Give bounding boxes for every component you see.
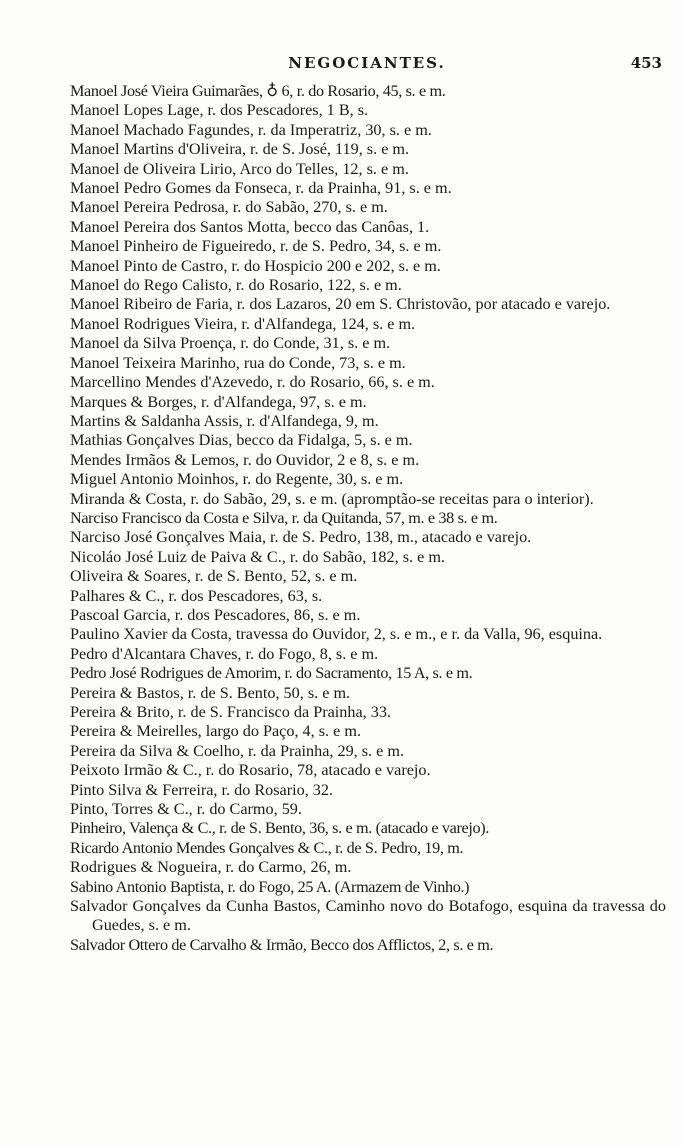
page-number: 453 (630, 54, 662, 72)
list-item: Pinheiro, Valença & C., r. de S. Bento, 36, s. e m. (atacado e varejo). (70, 819, 489, 838)
list-item: Marcellino Mendes d'Azevedo, r. do Rosario, 66, s. e m. (70, 373, 435, 392)
list-item: Pereira & Bastos, r. de S. Bento, 50, s. e m. (70, 683, 351, 702)
list-item: Narciso Francisco da Costa e Silva, r. da Quitanda, 57, m. e 38 s. e m. (70, 508, 498, 527)
list-item: Miranda & Costa, r. do Sabão, 29, s. e m. (apromptão-se receitas para o interior). (70, 489, 594, 508)
list-item: Pereira da Silva & Coelho, r. da Prainha, 29, s. e m. (70, 741, 405, 760)
list-item: Manoel Lopes Lage, r. dos Pescadores, 1 B, s. (70, 101, 369, 120)
list-item: Oliveira & Soares, r. de S. Bento, 52, s. e m. (70, 567, 358, 586)
list-item: Palhares & C., r. dos Pescadores, 63, s. (70, 586, 323, 605)
list-item: Pascoal Garcia, r. dos Pescadores, 86, s. e m. (70, 605, 361, 624)
list-item: Manoel Pinto de Castro, r. do Hospicio 200 e 202, s. e m. (70, 256, 441, 275)
list-item: Salvador Gonçalves da Cunha Bastos, Caminho novo do Botafogo, esquina da travessa do Guedes, s. e m. (70, 897, 666, 935)
list-item: Peixoto Irmão & C., r. do Rosario, 78, atacado e varejo. (70, 761, 431, 780)
list-item: Miguel Antonio Moinhos, r. do Regente, 30, s. e m. (70, 470, 404, 489)
list-item: Pedro d'Alcantara Chaves, r. do Fogo, 8, s. e m. (70, 644, 379, 663)
list-item: Manoel Pereira dos Santos Motta, becco das Canôas, 1. (70, 217, 430, 236)
list-item: Manoel Teixeira Marinho, rua do Conde, 73, s. e m. (70, 353, 406, 372)
list-item: Manoel de Oliveira Lirio, Arco do Telles, 12, s. e m. (70, 159, 409, 178)
list-item: Pinto, Torres & C., r. do Carmo, 59. (70, 800, 302, 819)
list-item: Manoel Pereira Pedrosa, r. do Sabão, 270, s. e m. (70, 198, 388, 217)
list-item: Marques & Borges, r. d'Alfandega, 97, s. e m. (70, 392, 367, 411)
list-item: Rodrigues & Nogueira, r. do Carmo, 26, m. (70, 858, 352, 877)
list-item: Martins & Saldanha Assis, r. d'Alfandega, 9, m. (70, 411, 379, 430)
list-item: Manoel Ribeiro de Faria, r. dos Lazaros, 20 em S. Christovão, por atacado e varejo. (70, 295, 611, 314)
running-head-title: NEGOCIANTES. (288, 54, 446, 72)
list-item: Pereira & Brito, r. de S. Francisco da Prainha, 33. (70, 703, 391, 721)
list-item: Nicoláo José Luiz de Paiva & C., r. do Sabão, 182, s. e m. (70, 547, 445, 566)
list-item: Manoel Pinheiro de Figueiredo, r. de S. Pedro, 34, s. e m. (70, 237, 442, 256)
list-item: Pinto Silva & Ferreira, r. do Rosario, 32. (70, 780, 334, 799)
list-item: Manoel do Rego Calisto, r. do Rosario, 122, s. e m. (70, 276, 402, 295)
list-item: Manoel Machado Fagundes, r. da Imperatriz, 30, s. e m. (70, 120, 432, 139)
list-item: Ricardo Antonio Mendes Gonçalves & C., r. de S. Pedro, 19, m. (70, 838, 464, 857)
list-item: Mathias Gonçalves Dias, becco da Fidalga, 5, s. e m. (70, 431, 413, 450)
list-item: Paulino Xavier da Costa, travessa do Ouvidor, 2, s. e m., e r. da Valla, 96, esquina. (70, 625, 603, 644)
list-item: Pereira & Meirelles, largo do Paço, 4, s. e m. (70, 722, 362, 741)
list-item: Mendes Irmãos & Lemos, r. do Ouvidor, 2 e 8, s. e m. (70, 450, 420, 469)
page-header (72, 52, 662, 78)
list-item: Pedro José Rodrigues de Amorim, r. do Sacramento, 15 A, s. e m. (70, 664, 473, 683)
merchant-list (70, 82, 666, 955)
list-item: Sabino Antonio Baptista, r. do Fogo, 25 A. (Armazem de Vinho.) (70, 877, 470, 896)
list-item: Manoel Pedro Gomes da Fonseca, r. da Prainha, 91, s. e m. (70, 179, 452, 198)
list-item: Manoel Rodrigues Vieira, r. d'Alfandega, 124, s. e m. (70, 314, 416, 333)
list-item: Salvador Ottero de Carvalho & Irmão, Becco dos Afflictos, 2, s. e m. (70, 935, 494, 954)
list-item: Manoel da Silva Proença, r. do Conde, 31, s. e m. (70, 334, 391, 353)
list-item: Manoel José Vieira Guimarães, ♁ 6, r. do Rosario, 45, s. e m. (70, 82, 446, 100)
list-item: Manoel Martins d'Oliveira, r. de S. José, 119, s. e m. (70, 140, 410, 159)
list-item: Narciso José Gonçalves Maia, r. de S. Pedro, 138, m., atacado e varejo. (70, 528, 532, 547)
